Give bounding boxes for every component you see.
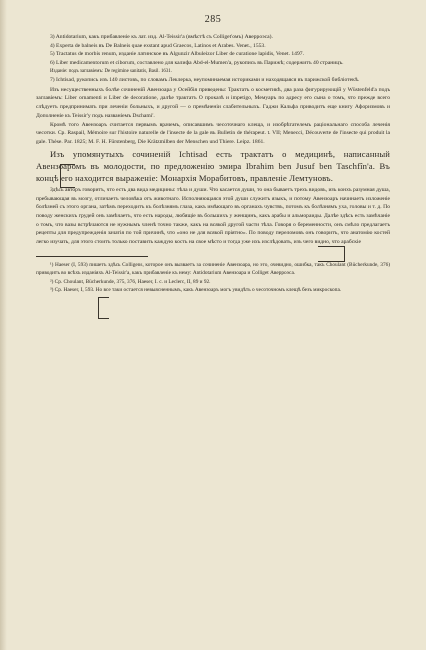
footnote-1: ¹) Haeser (I, 593) пишетъ здѣсь Colligens, которое онъ вызваетъ за сочиненіе Авензоара, но это, очевидно, ошибка, такъ Choulant (Bücherkunde, 376) приводитъ во всѣхъ изданіяхъ Al-Teissir'а, какъ прибавленіе къ нему: Antidotarium Авензоара и Colliget Аверроэса. xyxy=(36,261,390,277)
paragraph-tractatus: 5) Tractatus de morbis renum, изданіе латинское въ Algunzir Albuleizor Liber de curatione lapidis, Venet. 1497. xyxy=(50,51,304,58)
footnote-rule xyxy=(36,256,148,257)
paragraph-ichtisad-manuscript: 7) Ichtisad, рукопись изъ 140 листовъ, по словамъ Леклерка, неупоминаемая историками и находящаяся въ парижской библіотекѣ. xyxy=(50,77,360,84)
paragraph-antidotarium: 3) Antidotarium, какъ прибавленіе къ лат. изд. Al-Teissir'a (вмѣстѣ съ Colliget'омъ) Аверроэса). xyxy=(50,34,273,40)
pencil-bracket-right xyxy=(318,246,345,262)
paragraph-two-medicines: Здѣсь авторъ говоритъ, что есть два вида медицины: тѣла и души. Что касается души, то она бываетъ трехъ видовъ, изъ конхъ разумная душа, пребывающая въ мозгу, отличаетъ человѣка отъ животнаго. Исполняющаяся этой души служитъ языкъ, и потому Авензоаръ начинаетъ изложеніе болѣзней съ этого органа, затѣмъ переходитъ къ болѣзнямъ глаза, какъ имѣющаго въ органахъ чувствъ, потомъ къ болѣзнямъ уха, головы и т. д. По поводу женскихъ грудей онъ замѣчаетъ, что есть народы, любящіе въ большихъ у женщинъ, какъ арабы и альмораиды. Далѣе здѣсь есть замѣчаніе о томъ, что вазы встрѣчаются не нужнымъ членѣ точно также, какъ на всякой другой части тѣла. Говоря о беременности, онъ смѣло предлагаетъ рецепты для предупрежденія зачатія по той причинѣ, что «оно не для всякой пріятно». По поводу переломовъ онъ говоритъ, что анатомію костей легко изучать, для этого стоитъ только поставить каждую кость на свое мѣсто и тогда уже ихъ изслѣдовать, изъ чего видно, что арабскіе xyxy=(36,186,390,246)
paragraph-liber-medicamentorum: 6) Liber medicamentorum et ciborum, составлено для калифа Abd-el-Mumen'a, рукопись въ Парижѣ; содержитъ 40 страницъ. xyxy=(50,60,344,67)
paragraph-experta: 4) Experta de balneis въ De Balneis quae exstant apud Graecos, Latinos et Arabes. Venet., 1553. xyxy=(50,42,266,49)
paragraph-minor-works: Изъ несущественныхъ болѣе сочиненій Авензоара у Осейбія приведены: Трактатъ о косметикѣ, два раза фигурирующій у Wüstenfeld'а подъ заглавіемъ: Liber ornamenti и Liber de decoratione, далѣе трактатъ О проказѣ и impetigo, Мемуаръ по адресу его сына о томъ, что прежде всего слѣдуетъ предпринимать при леченіи больныхъ, и другой — о премѣненіи слабительныхъ. Гаджи Кальфа приводитъ еще книгу Афоризмовъ и Дополненіе къ Teissir'у подъ названіемъ Dschami'. xyxy=(36,86,390,119)
paragraph-edition: Изданіе: подъ заглавіемъ: De regimine sanitatis, Basil. 1631. xyxy=(50,68,172,74)
main-text xyxy=(36,33,390,247)
footnote-2: ²) Ср. Choulant, Bücherkunde, 375, 376, Haeser, I. c. и Leclerc, II, 89 и 92. xyxy=(50,278,211,285)
footnotes xyxy=(36,261,390,295)
paragraph-ichtisad-treatise: Изъ упомянутыхъ сочиненій Ichtisad есть трактатъ о медицинѣ, написанный Авензоаромъ въ молодости, по предложенію эмира Ibrahim ben Jusuf ben Taschfîn'a. Въ концѣ его находится выраженіе: Монархія Морабитовъ, правленіе Лемтуновъ. xyxy=(36,148,390,184)
pencil-bracket-mid xyxy=(98,297,109,319)
page-spine-shadow xyxy=(0,0,7,650)
paragraph-scabies-mite: Кромѣ того Авензоаръ считается первымъ врачемъ, описавшимъ чесоточнаго клеща, и изобрѣтателемъ раціональнаго способа леченія чесотки. Ср. Raspail, Mémoire sur l'histoire naturelle de l'insecte de la gale въ Bulletin de thérapeut. t. VII; Menecci, Découverte de l'insecte qui produit la gale. Thèse. Par. 1825; M. F. H. Fürstenberg, Die Krätzmilben der Menschen und Thiere. Leipz. 1861. xyxy=(36,121,390,145)
page-number: 285 xyxy=(204,14,222,25)
footnote-3: ³) Ср. Haeser, I, 593. Но все таки остается невыясненнымъ, какъ Авензоаръ могъ увидѣть о чесоточномъ клещѣ безъ микроскопа. xyxy=(50,287,342,294)
